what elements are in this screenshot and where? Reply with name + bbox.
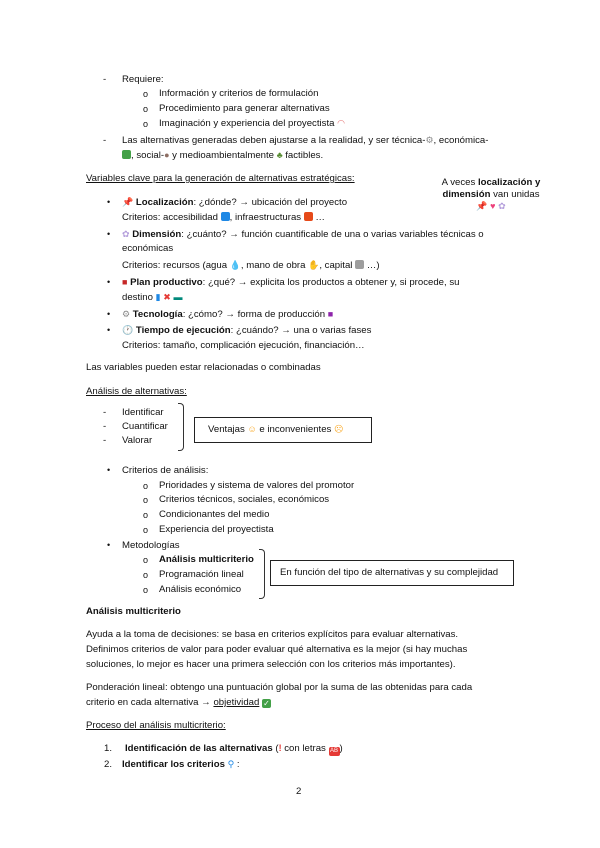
page-number: 2 [296, 786, 302, 797]
analisis-step: Cuantificar [122, 421, 168, 432]
list-dash: - [103, 435, 107, 446]
criterio-item: Condicionantes del medio [159, 509, 270, 520]
multicriterio-paragraph-line: Ayuda a la toma de decisiones: se basa en criterios explícitos para evaluar alternativas. [86, 629, 459, 640]
var-dimension: ✿ Dimensión: ¿cuánto? → función cuantificable de una o varias variables técnicas o [122, 229, 484, 240]
var-plan-cont: destino ▮ ✖ ▬ [122, 292, 183, 303]
brace-divider [178, 403, 184, 451]
bullet: • [107, 229, 111, 239]
pin-icon: 📌 [476, 201, 488, 211]
sub-bullet-marker: o [143, 89, 149, 99]
sub-bullet-marker: o [143, 495, 149, 505]
sub-bullet-marker: o [143, 119, 149, 129]
accessibility-icon [221, 212, 230, 221]
multicriterio-paragraph-line: Definimos criterios de valor para poder evaluar qué alternativa es la mejor (si hay muchas [86, 644, 468, 655]
var-dimension-criteria: Criterios: recursos (agua 💧, mano de obra ✋, capital …) [122, 260, 380, 271]
side-note-icons [441, 201, 541, 213]
list-dash: - [103, 74, 107, 85]
alternativas-line-2: , social-● y medioambientalmente ♣ factibles. [122, 150, 323, 162]
requiere-title: Requiere: [122, 74, 164, 85]
var-tiempo-criteria: Criterios: tamaño, complicación ejecución, financiación… [122, 340, 365, 351]
metodologia-item: Análisis económico [159, 584, 242, 595]
bullet: • [107, 325, 111, 335]
plant-icon: ♣ [276, 150, 283, 160]
var-tiempo: 🕐 Tiempo de ejecución: ¿cuándo? → una o varias fases [122, 325, 372, 336]
clock-icon: 🕐 [122, 325, 134, 335]
metodologias-title: Metodologías [122, 540, 180, 551]
gear-icon: ⚙ [122, 309, 131, 319]
requiere-item: Información y criterios de formulación [159, 88, 319, 99]
rainbow-icon: ◠ [337, 118, 345, 128]
people-icon: ● [164, 150, 170, 160]
exclamation-icon: ! [278, 743, 282, 753]
pushpin-icon: 📌 [122, 197, 134, 207]
bullet: • [107, 197, 111, 207]
side-note: A veces localización y dimensión van unidas 📌 ♥ ✿ [441, 177, 541, 211]
ponderacion-line: Ponderación lineal: obtengo una puntuación global por la suma de las obtenidas para cada [86, 682, 473, 693]
requiere-item: Procedimiento para generar alternativas [159, 103, 330, 114]
list-dash: - [103, 421, 107, 432]
criterio-item: Experiencia del proyectista [159, 524, 274, 535]
sad-icon: ☹ [334, 424, 344, 434]
requiere-item: Imaginación y experiencia del proyectista ◠ [159, 118, 345, 129]
list-dash: - [103, 135, 107, 146]
proceso-step-number: 2. [104, 759, 113, 770]
criterio-item: Prioridades y sistema de valores del promotor [159, 480, 355, 491]
metodologia-item: Análisis multicriterio [159, 554, 254, 565]
bullet: • [107, 277, 111, 287]
var-localizacion: 📌 Localización: ¿dónde? → ubicación del proyecto [122, 197, 348, 208]
money-icon [355, 260, 364, 269]
bullet: • [107, 465, 111, 475]
metodologia-item: Programación lineal [159, 569, 244, 580]
magnifier-icon: ⚲ [227, 759, 235, 769]
hand-icon: ✋ [308, 260, 320, 270]
proceso-step: Identificar los criterios ⚲ : [122, 759, 240, 770]
list-dash: - [103, 407, 107, 418]
smile-icon: ☺ [247, 424, 257, 434]
bubbles-icon: ✿ [498, 201, 506, 211]
money-icon [122, 150, 131, 159]
proceso-step: Identificación de las alternativas (! con letras AB ) [125, 743, 343, 754]
proceso-step-number: 1. [104, 743, 113, 754]
multicriterio-heading: Análisis multicriterio [86, 606, 181, 617]
bottle-icon: ▮ [155, 292, 161, 302]
bullet: • [107, 309, 111, 319]
analisis-heading: Análisis de alternativas: [86, 386, 187, 397]
sub-bullet-marker: o [143, 525, 149, 535]
analisis-step: Valorar [122, 435, 153, 446]
combinadas-text: Las variables pueden estar relacionadas o combinadas [86, 362, 321, 373]
bubbles-icon: ✿ [122, 229, 130, 239]
var-tecnologia: ⚙ Tecnología: ¿cómo? → forma de producción ■ [122, 309, 334, 320]
proceso-heading: Proceso del análisis multicriterio: [86, 720, 226, 731]
variables-heading: Variables clave para la generación de alternativas estratégicas: [86, 173, 355, 184]
alternativas-line-1: Las alternativas generadas deben ajustarse a la realidad, y ser técnica-⚙, económica- [122, 135, 489, 146]
gear-icon: ⚙ [425, 135, 434, 145]
brick-icon [304, 212, 313, 221]
ponderacion-line: criterio en cada alternativa → objetividad ✓ [86, 697, 270, 708]
bullet: • [107, 540, 111, 550]
criterio-item: Criterios técnicos, sociales, económicos [159, 494, 330, 505]
ventajas-box: Ventajas ☺ e inconvenientes ☹ [194, 417, 372, 443]
hearts-icon: ♥ [490, 201, 496, 211]
check-icon: ✓ [263, 699, 270, 708]
var-localizacion-criteria: Criterios: accesibilidad , infraestructuras … [122, 212, 326, 223]
multicriterio-paragraph-line: soluciones, lo mejor es hacer una primera selección con los criterios más importantes). [86, 659, 456, 670]
criterios-title: Criterios de análisis: [122, 465, 209, 476]
book-icon: ▬ [173, 292, 183, 302]
var-plan: ■ Plan productivo: ¿qué? → explicita los productos a obtener y, si procede, su [122, 277, 460, 288]
factory-icon: ■ [327, 309, 334, 319]
sub-bullet-marker: o [143, 570, 149, 580]
sub-bullet-marker: o [143, 555, 149, 565]
brace-divider [259, 549, 265, 599]
sub-bullet-marker: o [143, 585, 149, 595]
cross-icon: ✖ [163, 292, 171, 302]
ab-letters-icon: AB [330, 748, 339, 754]
var-dimension-cont: económicas [122, 243, 174, 254]
sub-bullet-marker: o [143, 510, 149, 520]
factory-icon: ■ [122, 277, 128, 287]
droplet-icon: 💧 [229, 260, 241, 270]
sub-bullet-marker: o [143, 481, 149, 491]
metodologias-box: En función del tipo de alternativas y su complejidad [270, 560, 514, 586]
analisis-step: Identificar [122, 407, 164, 418]
sub-bullet-marker: o [143, 104, 149, 114]
